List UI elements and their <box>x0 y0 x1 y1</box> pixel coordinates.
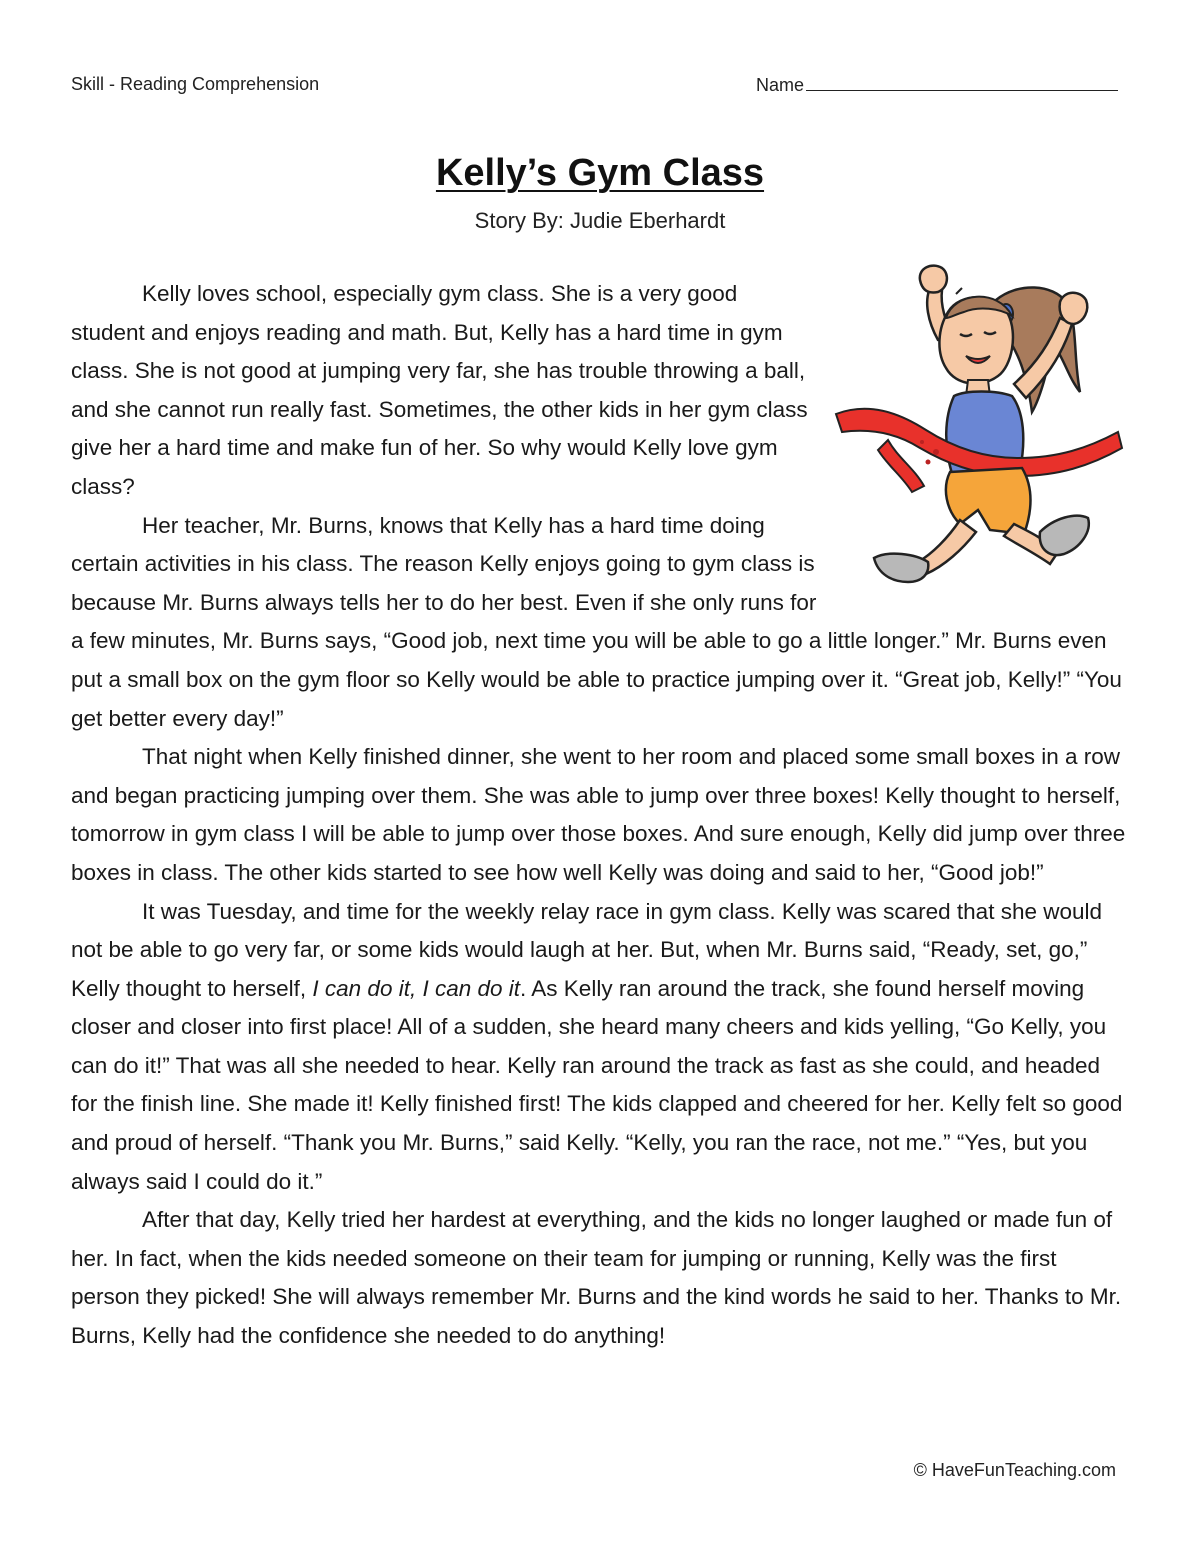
story-paragraph-1: Kelly loves school, especially gym class. She is a very good student and enjoys reading and math. But, Kelly has a hard time in gym class. She is not good at jumping very far, she has trouble throwing a ball, and she cannot run really fast. Sometimes, the other kids in her gym class give her a hard time and make fun of her. So why would Kelly love gym class? <box>71 281 808 499</box>
paragraph-4-start: It was Tuesday, and time for the weekly relay race in gym class. Kelly was scared that she would not be able to go very far, or some kids would laugh at her. But, when Mr. Burns said, “Ready, set, go,” Kelly thought to herself, <box>71 898 1103 1001</box>
story-paragraph-3: That night when Kelly finished dinner, she went to her room and placed some small boxes in a row and began practicing jumping over them. She was able to jump over three boxes! Kelly thought to herself, tomorrow in gym class I will be able to jump over those boxes. And sure enough, Kelly did jump over three boxes in class. The other kids started to see how well Kelly was doing and said to her, “Good job!” <box>71 744 1126 885</box>
story-paragraph-4 <box>71 893 1131 1202</box>
story-body <box>71 275 1131 1356</box>
title-text: Kelly’s Gym Class <box>435 152 765 194</box>
paragraph-4-italic-thought: I can do it, I can do it <box>312 975 521 1001</box>
illustration-spacer <box>821 275 1131 615</box>
name-label: Name <box>756 75 805 95</box>
name-blank-line <box>806 74 1118 91</box>
paragraph-4-end: . As Kelly ran around the track, she found herself moving closer and closer into first place! All of a sudden, she heard many cheers and kids yelling, “Go Kelly, you can do it!” That was all she needed to hear. Kelly ran around the track as fast as she could, and headed for the finish line. She made it! Kelly finished first! The kids clapped and cheered for her. Kelly felt so good and proud of herself. “Thank you Mr. Burns,” said Kelly. “Kelly, you ran the race, not me.” “Yes, but you always said I could do it.” <box>71 975 1123 1194</box>
story-byline: Story By: Judie Eberhardt <box>474 208 726 233</box>
skill-label: Skill - Reading Comprehension <box>71 74 320 94</box>
story-paragraph-2: Her teacher, Mr. Burns, knows that Kelly has a hard time doing certain activities in his class. The reason Kelly enjoys going to gym class is because Mr. Burns always tells her to do her best. Even if she only runs for a few minutes, Mr. Burns says, “Good job, next time you will be able to go a little longer.” Mr. Burns even put a small box on the gym floor so Kelly would be able to practice jumping over it. “Great job, Kelly!” “You get better every day!” <box>71 512 1122 731</box>
copyright-footer: © HaveFunTeaching.com <box>913 1460 1116 1480</box>
page-title <box>0 152 1200 195</box>
name-field <box>756 74 1118 96</box>
story-paragraph-5: After that day, Kelly tried her hardest at everything, and the kids no longer laughed or made fun of her. In fact, when the kids needed someone on their team for jumping or running, Kelly was the first person they picked! She will always remember Mr. Burns and the kind words he said to her. Thanks to Mr. Burns, Kelly had the confidence she needed to do anything! <box>71 1207 1122 1349</box>
